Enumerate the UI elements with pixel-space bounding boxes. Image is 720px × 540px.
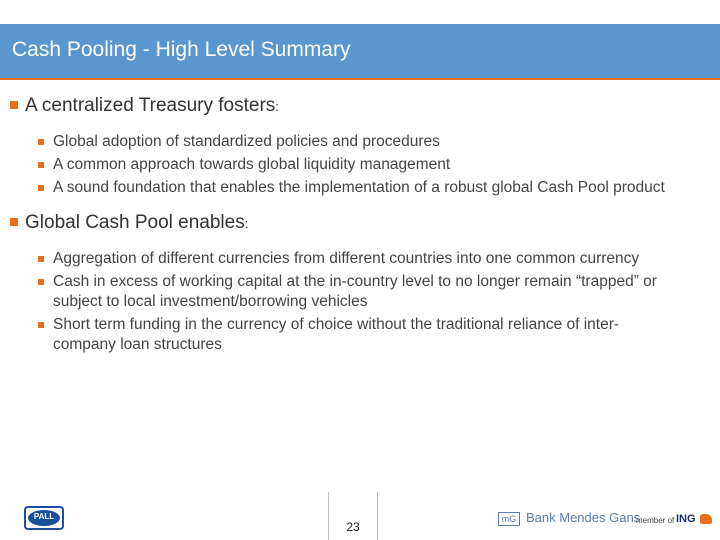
title-underline [0,78,720,80]
section-heading [0,95,720,118]
list-item-text: Aggregation of different currencies from different countries into one common currency [53,250,640,267]
member-of-text: member of [636,516,675,525]
list-item [0,272,673,312]
bank-mendes-gans-logo [498,510,640,526]
list-item-text: Short term funding in the currency of choice without the traditional reliance of inter-company loan structures [53,316,620,353]
section-heading-text: A centralized Treasury fosters [25,95,276,116]
ing-lion-icon [700,514,712,524]
slide-content [0,95,720,355]
section-heading-text: Global Cash Pool enables [25,212,245,233]
list-item [0,249,673,269]
list-item [0,178,673,198]
section-heading [0,212,720,235]
list-item-text: Cash in excess of working capital at the in-country level to no longer remain “trapped” or subject to local investment/borrowing vehicles [53,273,657,310]
page-number: 23 [346,520,360,534]
square-bullet-icon [38,185,44,191]
page-number-box [328,492,378,540]
title-bar [0,24,720,78]
list-item-text: Global adoption of standardized policies and procedures [53,133,440,150]
square-bullet-icon [10,218,18,226]
square-bullet-icon [38,322,44,328]
square-bullet-icon [38,139,44,145]
section-heading-colon: : [275,99,279,114]
square-bullet-icon [10,101,18,109]
bank-name: Bank Mendes Gans [526,510,641,525]
list-item [0,132,673,152]
section-heading-colon: : [244,216,249,231]
square-bullet-icon [38,279,44,285]
pall-logo-text: PALL [33,512,55,521]
ing-logo-text: ING [676,513,696,525]
bmg-mark-icon: mG [498,512,520,526]
square-bullet-icon [38,256,44,262]
pall-logo [24,506,64,530]
list-item-text: A common approach towards global liquidity management [53,156,451,173]
list-item [0,155,673,175]
square-bullet-icon [38,162,44,168]
slide-title: Cash Pooling - High Level Summary [12,38,351,61]
list-item [0,315,673,355]
list-item-text: A sound foundation that enables the implementation of a robust global Cash Pool product [53,179,665,196]
